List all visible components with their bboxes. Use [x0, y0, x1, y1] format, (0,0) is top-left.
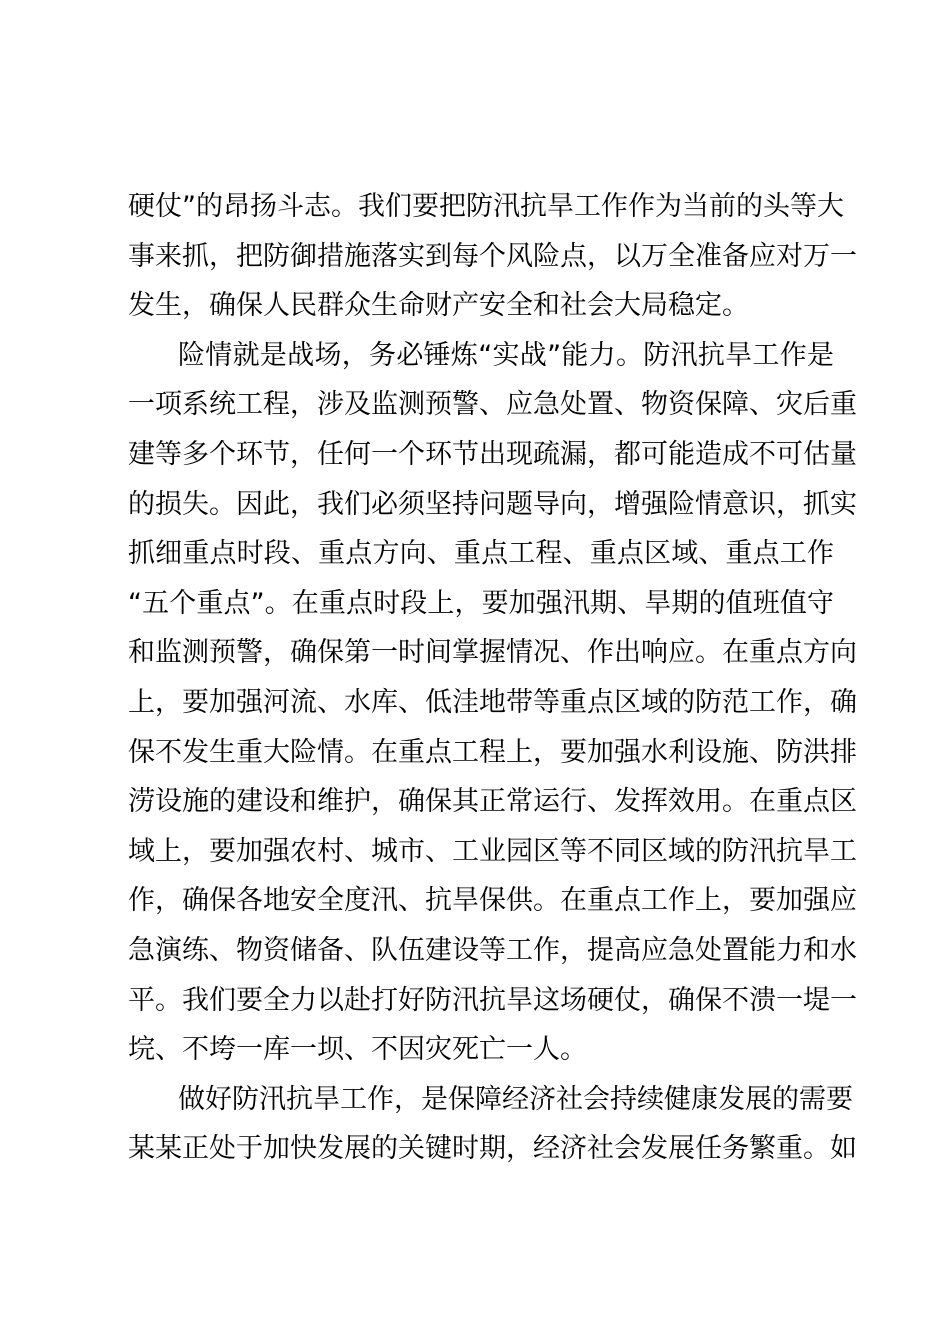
text-line: 域上，要加强农村、城市、工业园区等不同区域的防汛抗旱工 — [128, 835, 857, 867]
text-line: 建等多个环节，任何一个环节出现疏漏，都可能造成不可估量 — [128, 438, 857, 470]
text-line: 硬仗”的昂扬斗志。我们要把防汛抗旱工作作为当前的头等大 — [128, 191, 844, 222]
text-line: 平。我们要全力以赴打好防汛抗旱这场硬仗，确保不溃一堤一 — [128, 984, 857, 1016]
text-line: 作，确保各地安全度汛、抗旱保供。在重点工作上，要加强应 — [128, 885, 857, 917]
text-line: 垸、不垮一库一坝、不因灾死亡一人。 — [128, 1034, 587, 1066]
text-line: 和监测预警，确保第一时间掌握情况、作出响应。在重点方向 — [128, 637, 857, 669]
text-line: 发生，确保人民群众生命财产安全和社会大局稳定。 — [128, 290, 749, 322]
text-line: 的损失。因此，我们必须坚持问题导向，增强险情意识，抓实 — [128, 488, 857, 520]
paragraph-first-line: 做好防汛抗旱工作，是保障经济社会持续健康发展的需要 — [178, 1083, 853, 1115]
paragraph-first-line: 险情就是战场，务必锤炼“实战”能力。防汛抗旱工作是 — [178, 339, 834, 371]
text-line: 保不发生重大险情。在重点工程上，要加强水利设施、防洪排 — [128, 736, 857, 768]
text-line: “五个重点”。在重点时段上，要加强汛期、旱期的值班值守 — [128, 587, 834, 619]
document-body — [128, 182, 857, 1174]
text-line: 一项系统工程，涉及监测预警、应急处置、物资保障、灾后重 — [128, 389, 857, 421]
text-line: 上，要加强河流、水库、低洼地带等重点区域的防范工作，确 — [128, 686, 857, 718]
text-line: 事来抓，把防御措施落实到每个风险点，以万全准备应对万一 — [128, 240, 857, 272]
text-line: 抓细重点时段、重点方向、重点工程、重点区域、重点工作 — [128, 538, 834, 570]
text-line: 涝设施的建设和维护，确保其正常运行、发挥效用。在重点区 — [128, 786, 857, 818]
text-line: 某某正处于加快发展的关键时期，经济社会发展任务繁重。如 — [128, 1133, 857, 1165]
text-line: 急演练、物资储备、队伍建设等工作，提高应急处置能力和水 — [128, 934, 857, 966]
